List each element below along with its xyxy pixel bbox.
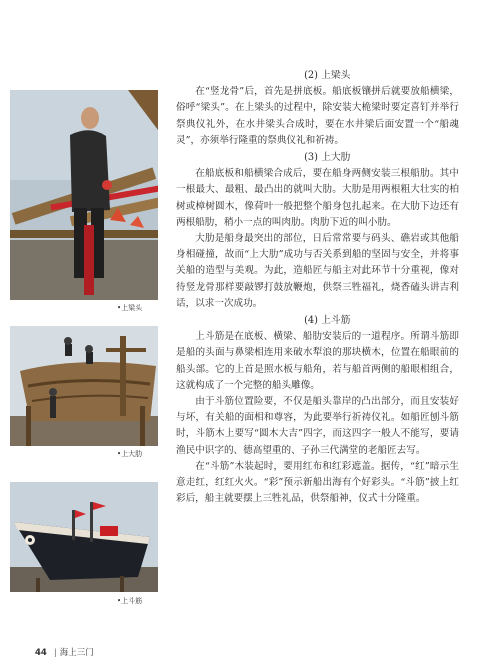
caption-photo3: •上斗筋 [117,597,143,605]
photo-image [10,482,158,592]
paragraph: 大肋是船身最突出的部位，日后常常要与码头、礁岩或其他船身相碰撞，故而“上大肋”成功与否关系到船的坚固与安全，并将事关船的造型与美观。为此，造船匠与船主对此环节十分重视，像对待竖龙骨那样要敲锣打鼓放鞭炮，供祭三牲福礼，烧香磕头讲吉利话，以求一次成功。 [176,233,459,309]
photo-image [10,90,158,300]
page-number: 44 [35,648,47,658]
photo-shang-dou-jin [10,482,158,592]
photo-shang-liang-tou [10,90,158,300]
paragraph: 在船底板和船横梁合成后，要在船身两侧安装三根船肋。其中一根最大、最粗、最凸出的就叫大肋。大肋是用两根粗大壮实的柏树或樟树圆木，像荷叶一般把整个船身包扎起来。在大肋下边还有两根船肋，稍小一点的叫肉肋。肉肋下近的叫小肋。 [176,168,459,228]
section-heading: (3) 上大肋 [304,152,351,164]
photo-shang-da-lei [10,326,158,446]
publication-name: 海上三门 [59,648,94,658]
article-body [176,68,459,507]
page-footer [35,646,94,658]
paragraph: 在“斗筋”木装起时，要用红布和红彩遮盖。据传，“红”暗示生意走红，红红火火。“彩”预示新船出海有个好彩头。“斗筋”披上红彩后，船主就要摆上三牲礼品，供祭船神，仪式十分隆重。 [176,460,459,505]
section-heading: (2) 上梁头 [304,70,351,81]
section-heading: (4) 上斗筋 [304,315,351,327]
caption-photo2: •上大肋 [117,450,143,458]
paragraph: 上斗筋是在底板、横梁、船肋安装后的一道程序。所谓斗筋即是船的头面与鼻梁相连用来破水犁浪的那块横木，位置在船眼前的船头部。它的上首是照水板与船角，若与船首两侧的船眼相组合，这就构成了一个完整的船头雕像。 [176,331,459,391]
photo-image [10,326,158,446]
paragraph: 在“竖龙骨”后，首先是拼底板。船底板镶拼后就要放船横梁，俗呼“梁头”。在上梁头的过程中，除安装大桅梁时要定喜钉并举行祭典仪礼外，在水井梁头合成时，要在水井梁后面安置一个“船魂灵”，亦须举行隆重的祭典仪礼和祈祷。 [176,86,459,146]
caption-photo1: •上梁头 [117,304,143,312]
paragraph: 由于斗筋位置险要，不仅是船头靠岸的凸出部分，而且安装好与坏，有关船的面相和尊容，为此要举行祈祷仪礼。如船匠刨斗筋时，斗筋木上要写“圆木大吉”四字，而这四字一般人不能写，要请渔民中识字的、德高望重的、子孙三代满堂的老船匠去写。 [176,396,459,456]
footer-separator: | [53,648,57,658]
